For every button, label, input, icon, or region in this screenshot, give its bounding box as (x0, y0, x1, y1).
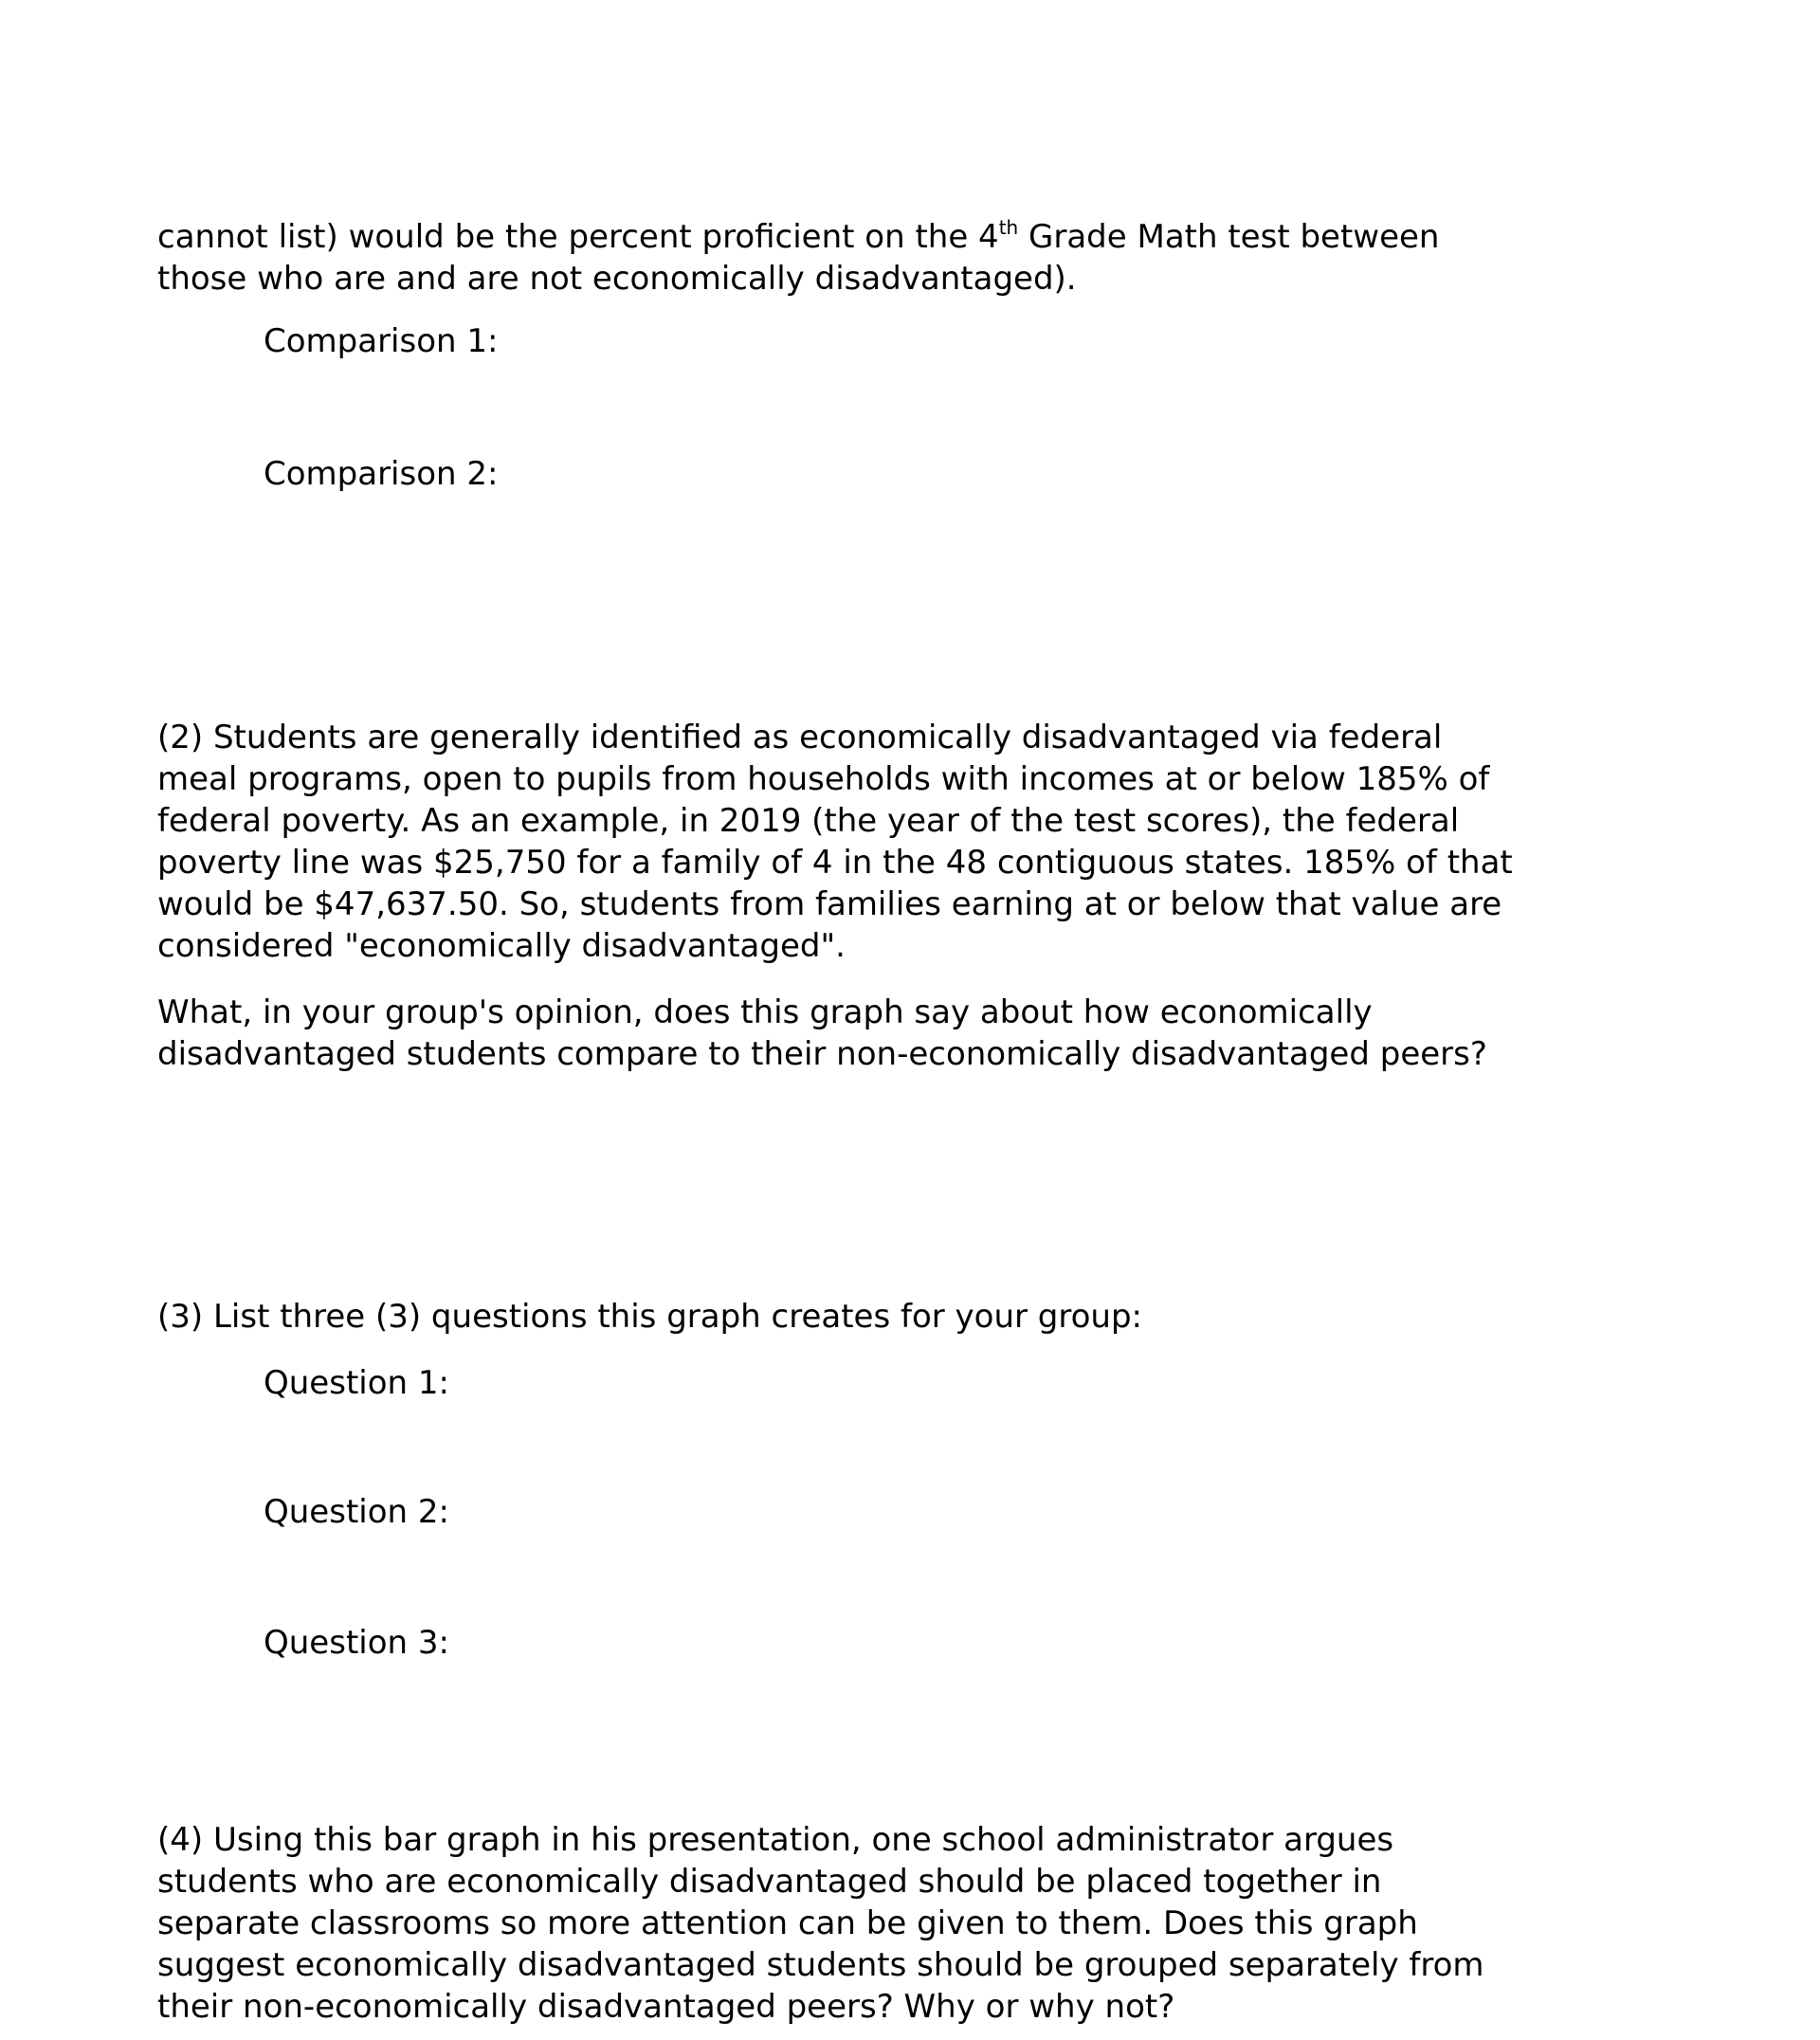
question-2-line: poverty line was $25,750 for a family of 4 in the 48 contiguous states. 185% of that (157, 844, 1513, 882)
question-4-line: students who are economically disadvantaged should be placed together in (157, 1863, 1382, 1901)
question-3-item-2-label: Question 2: (264, 1493, 449, 1531)
continuation-line-1: cannot list) would be the percent proficient on the 4th Grade Math test between (157, 216, 1440, 256)
question-2-line: meal programs, open to pupils from households with incomes at or below 185% of (157, 760, 1490, 798)
question-2-prompt-line: What, in your group's opinion, does this graph say about how economically (157, 993, 1373, 1031)
comparison-1-label: Comparison 1: (264, 322, 499, 360)
question-3-item-1-label: Question 1: (264, 1364, 449, 1402)
question-2-line: (2) Students are generally identified as economically disadvantaged via federal (157, 719, 1443, 756)
comparison-2-label: Comparison 2: (264, 455, 499, 493)
question-2-line: federal poverty. As an example, in 2019 (the year of the test scores), the federal (157, 802, 1460, 840)
ordinal-superscript: th (998, 216, 1019, 239)
question-4-line: their non-economically disadvantaged peers? Why or why not? (157, 1988, 1175, 2026)
continuation-paragraph (157, 216, 1598, 300)
question-2-prompt (157, 992, 1598, 1075)
question-4-line: (4) Using this bar graph in his presentation, one school administrator argues (157, 1821, 1394, 1859)
continuation-line-2: those who are and are not economically disadvantaged). (157, 260, 1077, 298)
question-4-line: separate classrooms so more attention can be given to them. Does this graph (157, 1904, 1418, 1942)
question-4-paragraph (157, 1819, 1598, 2028)
question-2-prompt-line: disadvantaged students compare to their non-economically disadvantaged peers? (157, 1035, 1487, 1073)
question-3-item-3-label: Question 3: (264, 1624, 449, 1662)
question-2-line: would be $47,637.50. So, students from families earning at or below that value are (157, 885, 1502, 923)
question-2-paragraph (157, 717, 1598, 967)
question-4-line: suggest economically disadvantaged students should be grouped separately from (157, 1946, 1484, 1984)
question-3-heading: (3) List three (3) questions this graph creates for your group: (157, 1298, 1142, 1336)
question-2-line: considered "economically disadvantaged". (157, 927, 846, 965)
